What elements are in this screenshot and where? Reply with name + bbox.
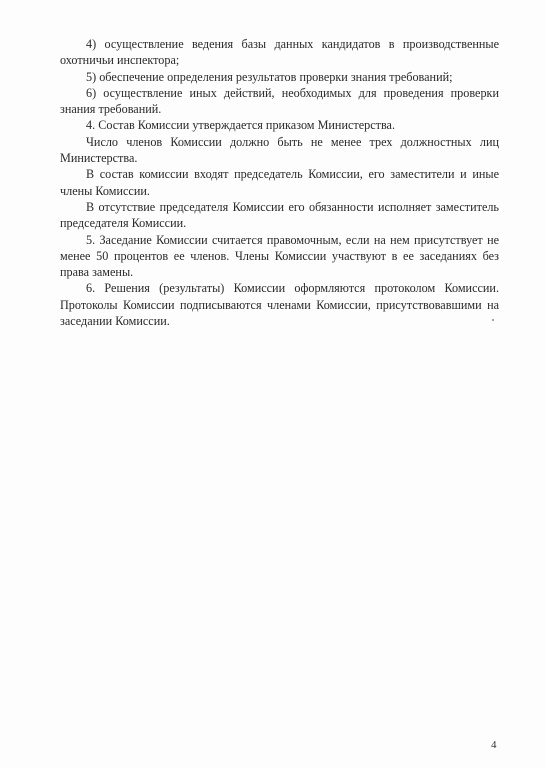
paragraph-item-6: 6) осуществление иных действий, необходимых для проведения проверки знания требований. <box>60 85 499 117</box>
page-number: 4 <box>491 739 497 751</box>
paragraph-section-6: 6. Решения (результаты) Комиссии оформляются протоколом Комиссии. Протоколы Комиссии подписываются членами Комиссии, присутствовавшими на заседании Комиссии. <box>60 281 499 329</box>
paragraph-item-4: 4) осуществление ведения базы данных кандидатов в производственные охотничьи инспектора; <box>60 37 499 68</box>
paragraph-chair-absence: В отсутствие председателя Комиссии его обязанности исполняет заместитель председателя Комиссии. <box>60 199 499 231</box>
scan-speck <box>492 319 494 321</box>
paragraph-section-5: 5. Заседание Комиссии считается правомочным, если на нем присутствует не менее 50 процентов ее членов. Члены Комиссии участвуют в ее заседаниях без права замены. <box>60 232 499 280</box>
paragraph-members-count: Число членов Комиссии должно быть не менее трех должностных лиц Министерства. <box>60 134 499 166</box>
paragraph-composition: В состав комиссии входят председатель Комиссии, его заместители и иные члены Комиссии. <box>60 167 499 198</box>
document-body <box>60 36 499 329</box>
paragraph-item-5: 5) обеспечение определения результатов проверки знания требований; <box>86 69 453 84</box>
paragraph-section-4: 4. Состав Комиссии утверждается приказом Министерства. <box>86 118 395 133</box>
